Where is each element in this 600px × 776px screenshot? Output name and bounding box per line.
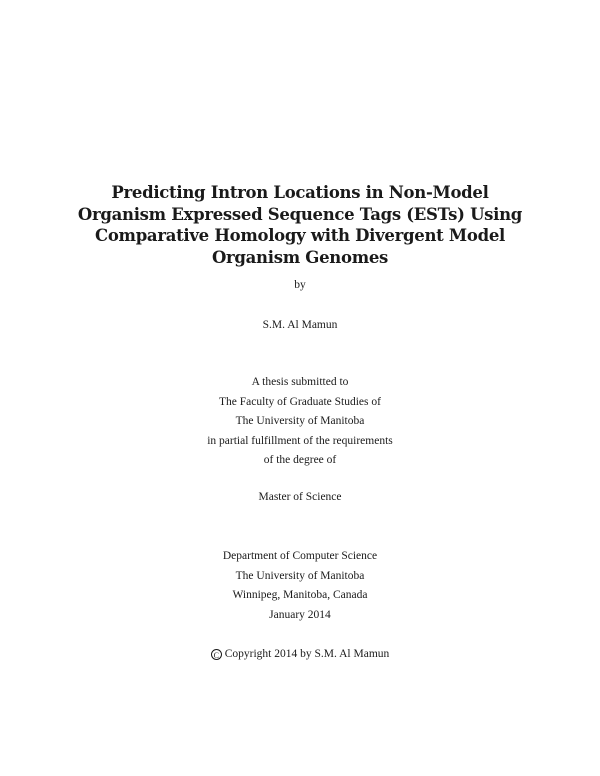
copyright-text: Copyright 2014 by S.M. Al Mamun xyxy=(224,648,390,660)
copyright-block xyxy=(0,645,600,665)
author-block xyxy=(0,316,600,336)
copyright-symbol-icon: C xyxy=(211,649,222,660)
submission-statement xyxy=(0,373,600,471)
author-name: S.M. Al Mamun xyxy=(262,319,338,331)
submission-line: The University of Manitoba xyxy=(235,415,365,427)
date-line: January 2014 xyxy=(269,608,331,621)
department-line: The University of Manitoba xyxy=(235,569,365,582)
thesis-title xyxy=(0,182,600,268)
title-line: Organism Genomes xyxy=(211,247,389,267)
title-line: Predicting Intron Locations in Non-Model xyxy=(111,183,489,202)
title-line: Comparative Homology with Divergent Model xyxy=(95,226,505,245)
by-text: by xyxy=(294,279,306,291)
submission-line: The Faculty of Graduate Studies of xyxy=(219,395,381,408)
submission-line: in partial fulfillment of the requirements xyxy=(207,434,393,447)
department-block xyxy=(0,547,600,625)
submission-line: of the degree of xyxy=(263,454,337,466)
degree-name: Master of Science xyxy=(258,491,342,503)
submission-line: A thesis submitted to xyxy=(251,376,349,388)
department-line: Winnipeg, Manitoba, Canada xyxy=(232,589,368,601)
title-line: Organism Expressed Sequence Tags (ESTs) Using xyxy=(77,204,523,224)
degree-block xyxy=(0,488,600,508)
by-line xyxy=(0,276,600,296)
copyright-line xyxy=(0,645,600,665)
department-line: Department of Computer Science xyxy=(222,550,378,562)
